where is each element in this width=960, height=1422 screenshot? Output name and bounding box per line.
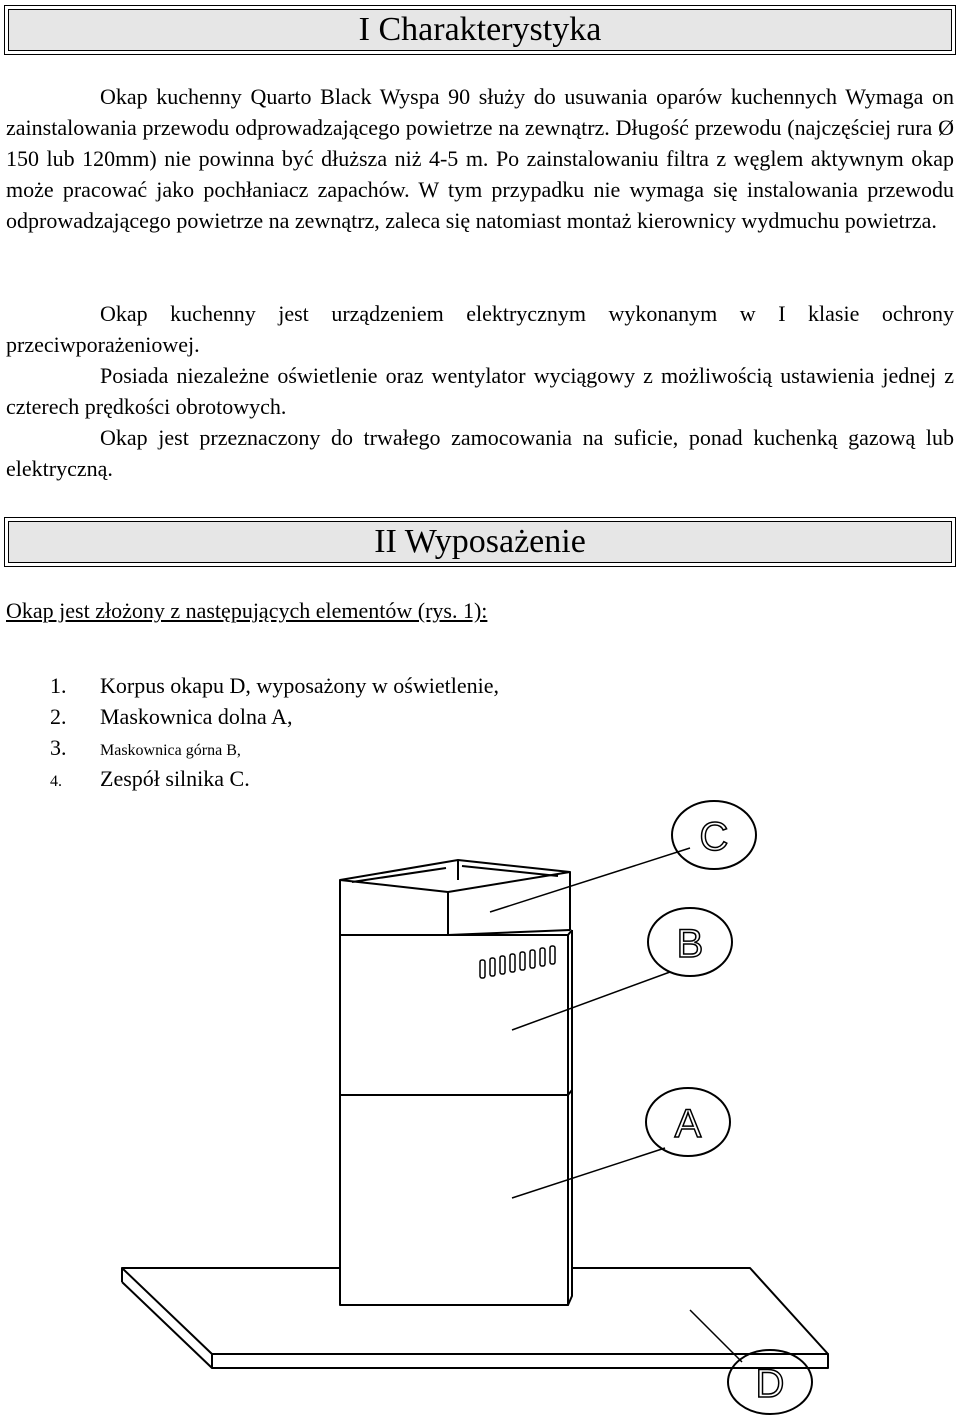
paragraph-2-text: Okap kuchenny jest urządzeniem elektrycznym wykonanym w I klasie ochrony przeciwporażeniowej. <box>6 301 954 357</box>
callout-b-label: B <box>676 922 704 966</box>
callout-c-label: C <box>699 815 729 859</box>
callout-d-label: D <box>755 1362 785 1406</box>
lower-cover-front <box>340 1095 568 1305</box>
list-item-number: 2. <box>50 704 67 729</box>
section-1-title: I Charakterystyka <box>358 11 602 48</box>
section-2-title: II Wyposażenie <box>374 523 586 560</box>
lower-cover-side <box>568 1090 572 1305</box>
list-item-text: Korpus okapu D, wyposażony w oświetlenie, <box>100 673 499 698</box>
callout-a-label: A <box>674 1102 702 1146</box>
upper-cover-front <box>340 935 568 1095</box>
paragraph-4-text: Okap jest przeznaczony do trwałego zamocowania na suficie, ponad kuchenką gazową lub elektryczną. <box>6 425 954 481</box>
list-item-text: Zespół silnika C. <box>100 766 250 791</box>
paragraph-1-text: Okap kuchenny Quarto Black Wyspa 90 służy do usuwania oparów kuchennych Wymaga on zainstalowania przewodu odprowadzającego powietrze na zewnątrz. Długość przewodu (najczęściej rura Ø 150 lub 120mm) nie powinna być dłuższa niż 4-5 m. Po zainstalowaniu filtra z węglem aktywnym okap może pracować jako pochłaniacz zapachów. W tym przypadku nie wymaga się instalowania przewodu odprowadzającego powietrze na zewnątrz, zaleca się natomiast montaż kierownicy wydmuchu powietrza. <box>6 84 954 233</box>
motor-frame-top <box>340 860 570 892</box>
list-item-text: Maskownica dolna A, <box>100 704 293 729</box>
list-item-number: 1. <box>50 673 67 698</box>
components-intro: Okap jest złożony z następujących elementów (rys. 1): <box>6 598 488 623</box>
list-item-text: Maskownica górna B, <box>100 742 241 759</box>
list-item-number: 3. <box>50 735 67 760</box>
paragraph-3-text: Posiada niezależne oświetlenie oraz wentylator wyciągowy z możliwością ustawienia jednej z czterech prędkości obrotowych. <box>6 363 954 419</box>
list-item-number: 4. <box>50 773 62 790</box>
